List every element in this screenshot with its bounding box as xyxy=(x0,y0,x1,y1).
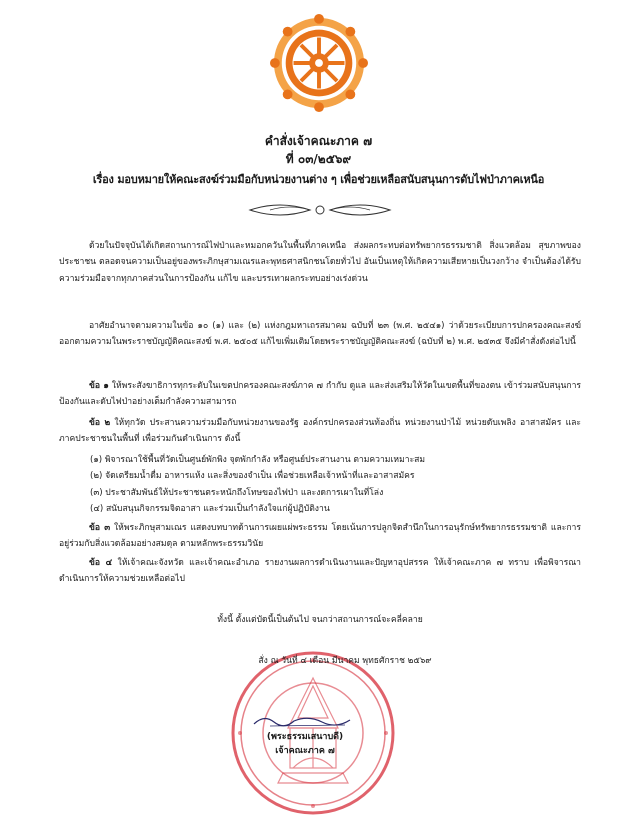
paragraph-background-text: ด้วยในปัจจุบันได้เกิดสถานการณ์ไฟป่าและหมอกควันในพื้นที่ภาคเหนือ ส่งผลกระทบต่อทรัพยากรธรรมชาติ สิ่งแวดล้อม สุขภาพของประชาชน ตลอดจนความเป็นอยู่ของพระภิกษุสามเณรและพุทธศาสนิกชนโดยทั่วไป อันเป็นเหตุให้เกิดความเสียหายเป็นวงกว้าง จำเป็นต้องได้รับความร่วมมือจากทุกภาคส่วนในการป้องกัน แก้ไข และบรรเทาผลกระทบอย่างเร่งด่วน xyxy=(59,241,581,284)
paragraph-background xyxy=(59,238,581,287)
clause-1 xyxy=(59,378,581,411)
clause-4 xyxy=(59,555,581,588)
clause-4-text: ให้เจ้าคณะจังหวัด และเจ้าคณะอำเภอ รายงานผลการดำเนินงานและปัญหาอุปสรรค ให้เจ้าคณะภาค ๗ ทราบ เพื่อพิจารณาดำเนินการให้ความช่วยเหลือต่อไป xyxy=(59,558,581,585)
list-item: (๔) สนับสนุนกิจกรรมจิตอาสา และร่วมเป็นกำลังใจแก่ผู้ปฏิบัติงาน xyxy=(90,503,330,514)
signer-name: (พระธรรมเสนาบดี) xyxy=(266,732,344,742)
paragraph-authority xyxy=(59,318,581,351)
signer-position: เจ้าคณะภาค ๗ xyxy=(275,746,335,756)
clause-2-text: ให้ทุกวัด ประสานความร่วมมือกับหน่วยงานของรัฐ องค์กรปกครองส่วนท้องถิ่น หน่วยงานป่าไม้ หน่วยดับเพลิง อาสาสมัคร และภาคประชาชนในพื้นที่ เพื่อร่วมกันดำเนินการ ดังนี้ xyxy=(59,418,581,445)
ornament-divider-icon xyxy=(240,200,400,220)
closing-statement: ทั้งนี้ ตั้งแต่บัดนี้เป็นต้นไป จนกว่าสถานการณ์จะคลี่คลาย xyxy=(217,615,423,625)
paragraph-authority-text: อาศัยอำนาจตามความในข้อ ๑๐ (๑) และ (๒) แห่งกฎมหาเถรสมาคม ฉบับที่ ๒๓ (พ.ศ. ๒๕๔๑) ว่าด้วยระเบียบการปกครองคณะสงฆ์ ออกตามความในพระราชบัญญัติคณะสงฆ์ พ.ศ. ๒๕๐๕ แก้ไขเพิ่มเติมโดยพระราชบัญญัติคณะสงฆ์ (ฉบับที่ ๒) พ.ศ. ๒๕๓๕ จึงมีคำสั่งดังต่อไปนี้ xyxy=(59,321,581,348)
clause-3-text: ให้พระภิกษุสามเณร แสดงบทบาทด้านการเผยแผ่พระธรรม โดยเน้นการปลูกจิตสำนึกในการอนุรักษ์ทรัพยากรธรรมชาติ และการอยู่ร่วมกับสิ่งแวดล้อมอย่างสมดุล ตามหลักพระธรรมวินัย xyxy=(59,523,581,550)
order-subject: เรื่อง มอบหมายให้คณะสงฆ์ร่วมมือกับหน่วยงานต่าง ๆ เพื่อช่วยเหลือสนับสนุนการดับไฟป่าภาคเหนือ xyxy=(92,173,545,186)
clause-1-label: ข้อ ๑ xyxy=(89,381,109,391)
clause-1-text: ให้พระสังฆาธิการทุกระดับในเขตปกครองคณะสงฆ์ภาค ๗ กำกับ ดูแล และส่งเสริมให้วัดในเขตพื้นที่ของตน เข้าร่วมสนับสนุนการป้องกันและดับไฟป่าอย่างเต็มกำลังความสามารถ xyxy=(59,381,582,408)
clause-4-label: ข้อ ๔ xyxy=(89,558,113,568)
clause-2-label: ข้อ ๒ xyxy=(89,418,111,428)
order-number: ที่ ๐๓/๒๕๖๙ xyxy=(285,152,352,166)
clause-3 xyxy=(59,520,581,553)
clause-3-label: ข้อ ๓ xyxy=(89,523,111,533)
clause-2 xyxy=(59,415,581,448)
clause-2-list xyxy=(90,452,580,517)
signature-date: สั่ง ณ วันที่ ๔ เดือน มีนาคม พุทธศักราช ๒๕๖๙ xyxy=(258,656,432,666)
list-item: (๒) จัดเตรียมน้ำดื่ม อาหารแห้ง และสิ่งของจำเป็น เพื่อช่วยเหลือเจ้าหน้าที่และอาสาสมัคร xyxy=(90,471,415,482)
signer-block xyxy=(205,730,405,758)
order-title: คำสั่งเจ้าคณะภาค ๗ xyxy=(264,134,373,148)
list-item: (๓) ประชาสัมพันธ์ให้ประชาชนตระหนักถึงโทษของไฟป่า และงดการเผาในที่โล่ง xyxy=(90,487,384,498)
dharma-wheel-emblem xyxy=(270,14,368,112)
list-item: (๑) พิจารณาใช้พื้นที่วัดเป็นศูนย์พักพิง จุดพักกำลัง หรือศูนย์ประสานงาน ตามความเหมาะสม xyxy=(90,455,426,465)
handwritten-signature xyxy=(250,712,360,728)
